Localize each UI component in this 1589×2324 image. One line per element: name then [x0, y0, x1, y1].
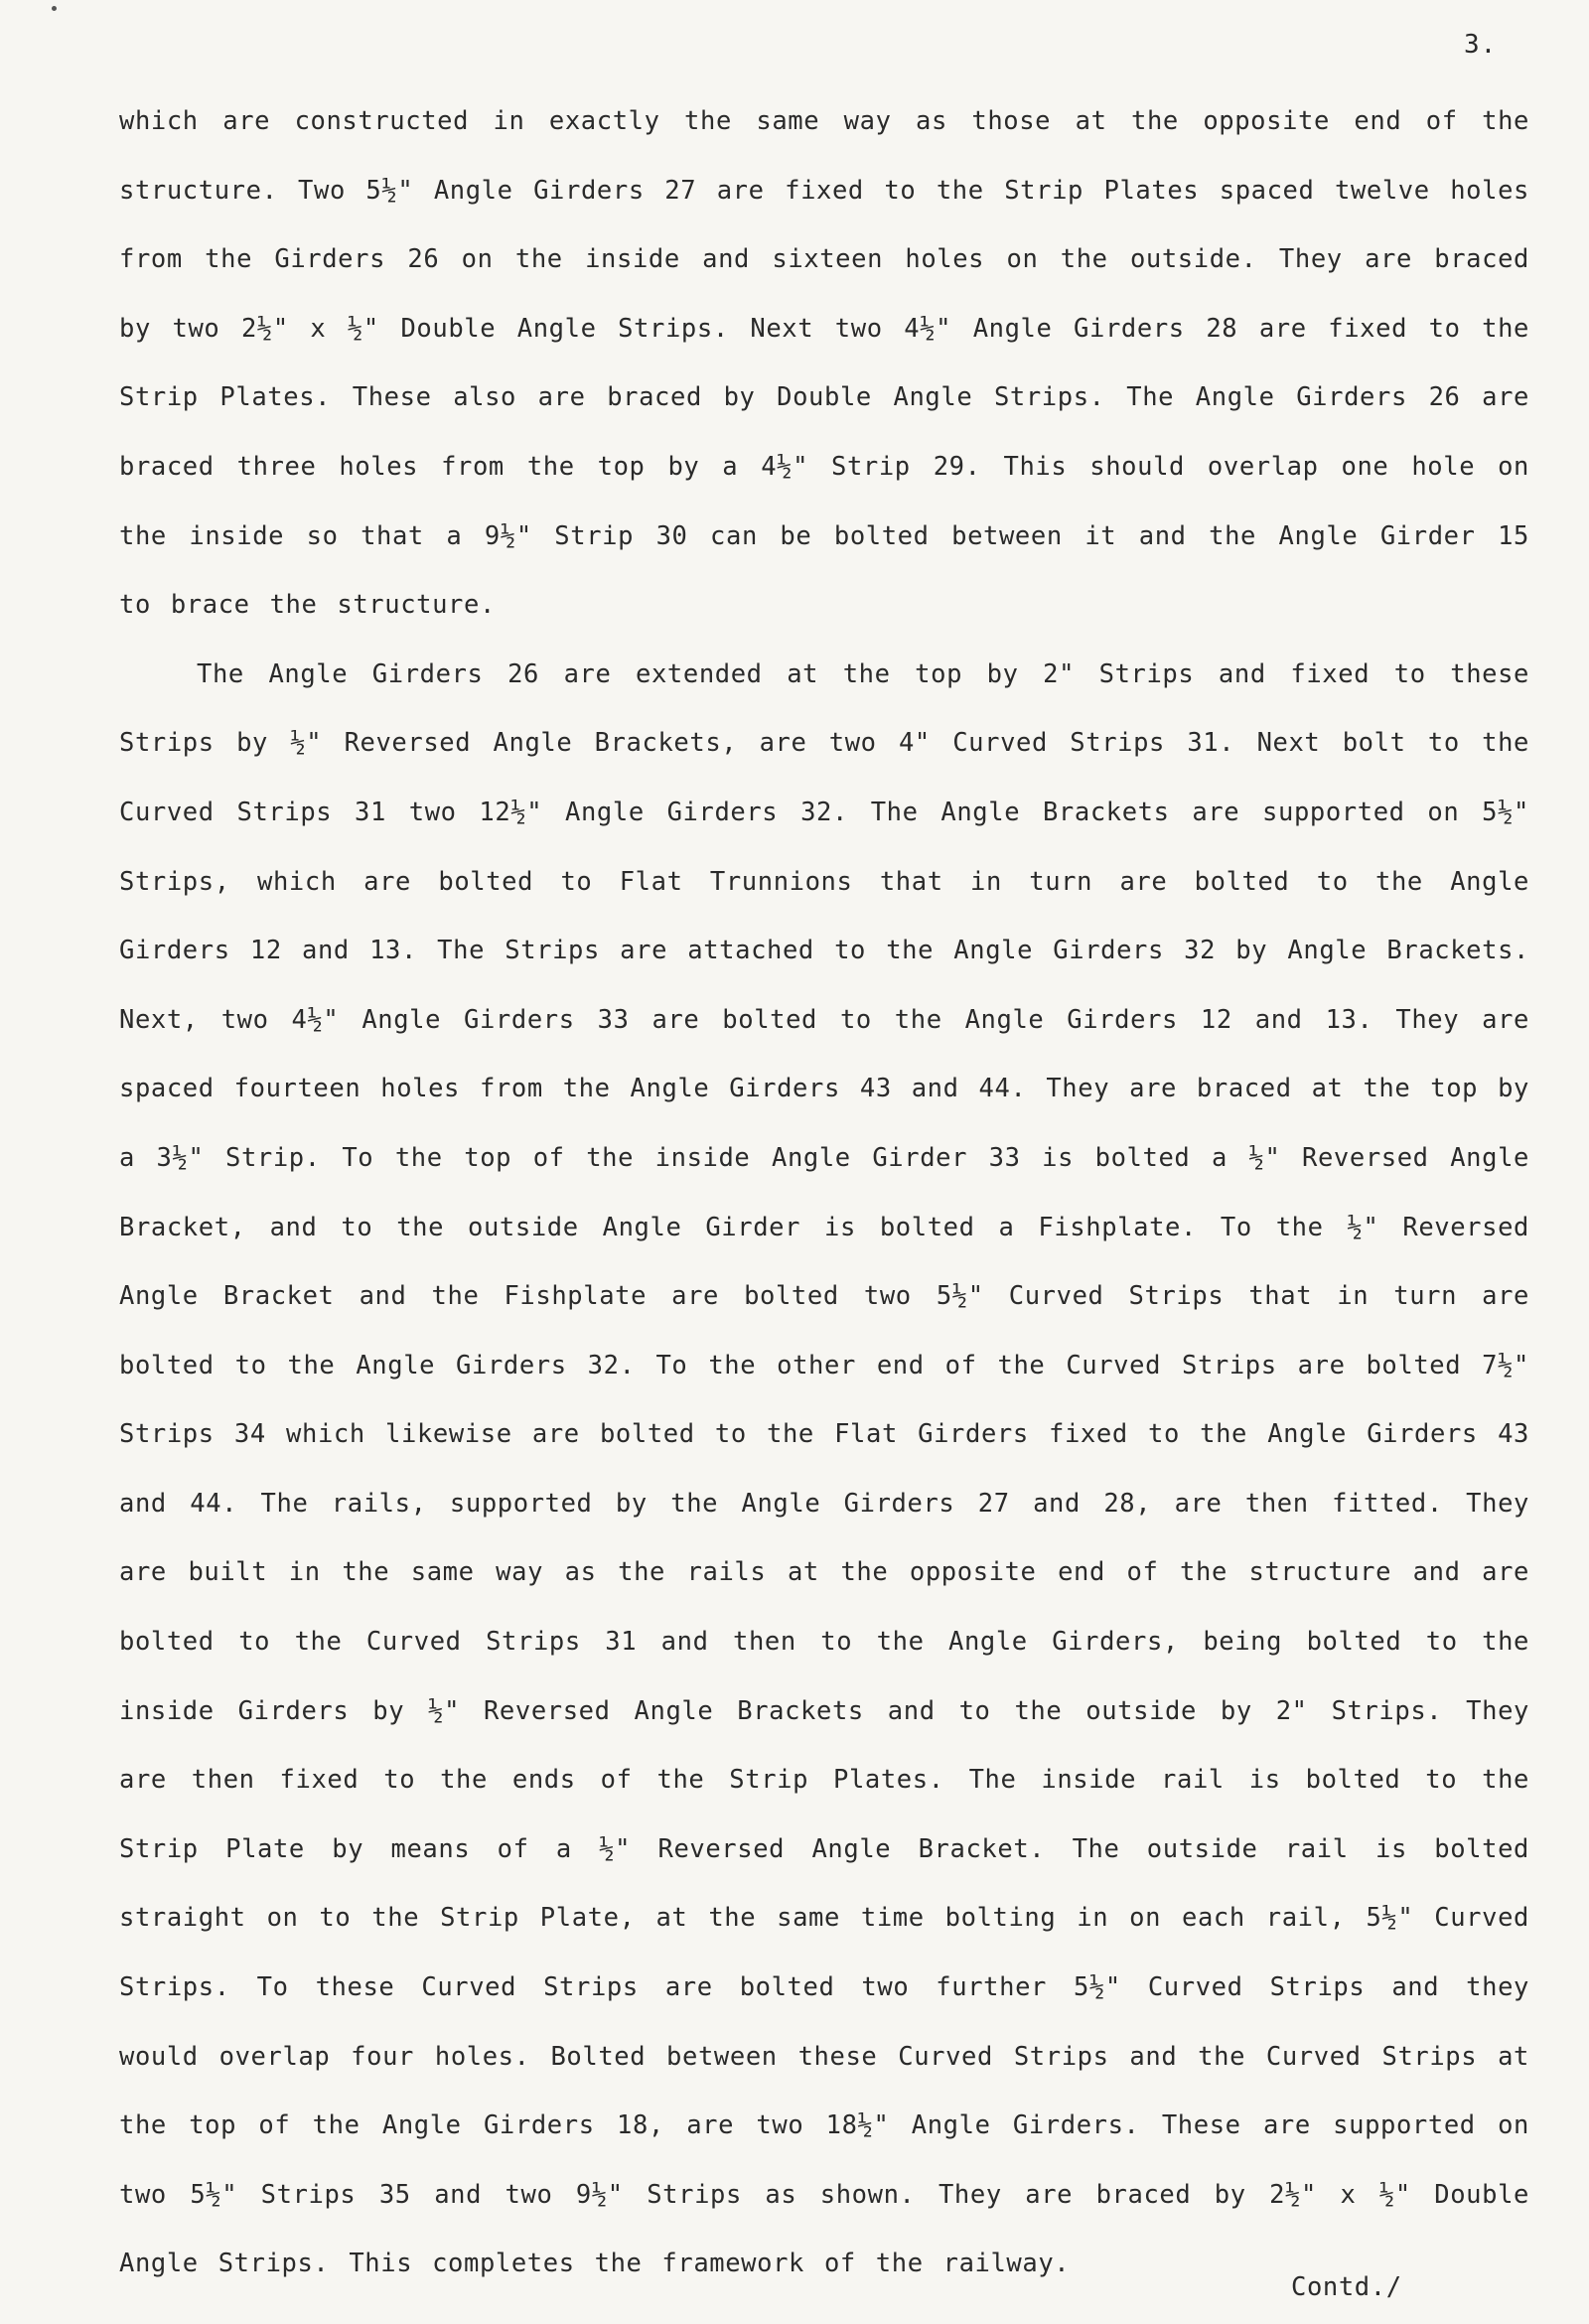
paragraph-1: which are constructed in exactly the same way as those at the opposite end of the structure. Two 5½" Angle Girders 27 are fixed to the Strip Plates spaced twelve holes from the Girders 26 on the inside and sixteen holes on the outside. They are braced by two 2½" x ½" Double Angle Strips. Next two 4½" Angle Girders 28 are fixed to the Strip Plates. These also are braced by Double Angle Strips. The Angle Girders 26 are braced three holes from the top by a 4½" Strip 29. This should overlap one hole on the inside so that a 9½" Strip 30 can be bolted between it and the Angle Girder 15 to brace the structure.	[119, 106, 1529, 621]
paragraph-2: The Angle Girders 26 are extended at the top by 2" Strips and fixed to these Strips by ½" Reversed Angle Brackets, are two 4" Curved Strips 31. Next bolt to the Curved Strips 31 two 12½" Angle Girders 32. The Angle Brackets are supported on 5½" Strips, which are bolted to Flat Trunnions that in turn are bolted to the Angle Girders 12 and 13. The Strips are attached to the Angle Girders 32 by Angle Brackets. Next, two 4½" Angle Girders 33 are bolted to the Angle Girders 12 and 13. They are spaced fourteen holes from the Angle Girders 43 and 44. They are braced at the top by a 3½" Strip. To the top of the inside Angle Girder 33 is bolted a ½" Reversed Angle Bracket, and to the outside Angle Girder is bolted a Fishplate. To the ½" Reversed Angle Bracket and the Fishplate are bolted two 5½" Curved Strips that in turn are bolted to the Angle Girders 32. To the other end of the Curved Strips are bolted 7½" Strips 34 which likewise are bolted to the Flat Girders fixed to the Angle Girders 43 and 44. The rails, supported by the Angle Girders 27 and 28, are then fitted. They are built in the same way as the rails at the opposite end of the structure and are bolted to the Curved Strips 31 and then to the Angle Girders, being bolted to the inside Girders by ½" Reversed Angle Brackets and to the outside by 2" Strips. They are then fixed to the ends of the Strip Plates. The inside rail is bolted to the Strip Plate by means of a ½" Reversed Angle Bracket. The outside rail is bolted straight on to the Strip Plate, at the same time bolting in on each rail, 5½" Curved Strips. To these Curved Strips are bolted two further 5½" Curved Strips and they would overlap four holes. Bolted between these Curved Strips and the Curved Strips at the top of the Angle Girders 18, are two 18½" Angle Girders. These are supported on two 5½" Strips 35 and two 9½" Strips as shown. They are braced by 2½" x ½" Double Angle Strips. This completes the framework of the railway.	[119, 658, 1529, 2279]
page-number: 3.	[1464, 30, 1498, 60]
body-text	[119, 87, 1529, 2299]
paper-speck	[52, 6, 57, 11]
continued-marker: Contd./	[1291, 2272, 1402, 2302]
